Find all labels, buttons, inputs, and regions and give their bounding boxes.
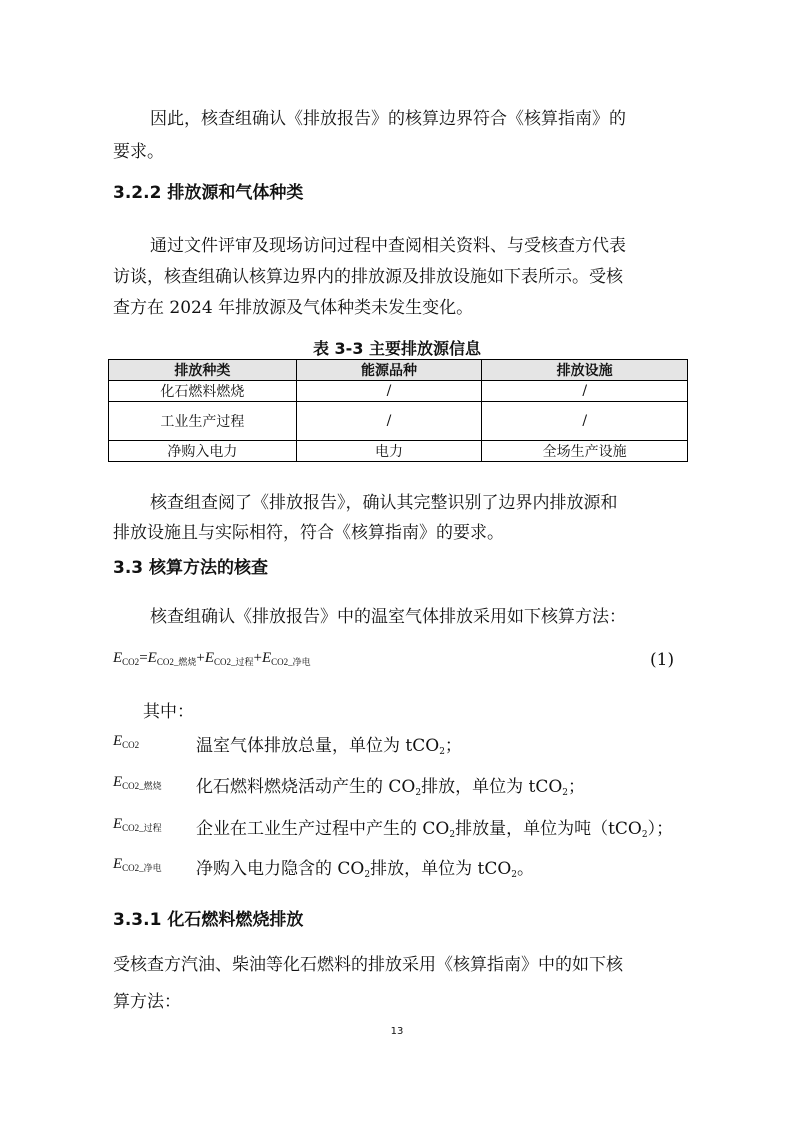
subscript: 2 xyxy=(415,788,422,798)
section-heading-3-2-2: 3.2.2 排放源和气体种类 xyxy=(113,183,304,203)
table-row xyxy=(109,441,688,462)
formula-subscript: CO2_燃烧 xyxy=(156,657,197,667)
formula-subscript: CO2_过程 xyxy=(122,823,162,833)
para3-line1: 核查组查阅了《排放报告》，确认其完整识别了边界内排放源和 xyxy=(150,493,618,513)
definition-symbol xyxy=(113,816,162,834)
formula-operator: + xyxy=(253,650,262,666)
table-header-cell: 排放种类 xyxy=(109,360,297,381)
emission-formula xyxy=(113,650,311,668)
table-cell: 化石燃料燃烧 xyxy=(109,381,297,402)
table-header-row xyxy=(109,360,688,381)
where-label: 其中： xyxy=(143,702,194,722)
section-heading-3-3: 3.3 核算方法的核查 xyxy=(113,558,269,578)
formula-symbol: E xyxy=(113,856,123,872)
formula-subscript: CO2_燃烧 xyxy=(122,781,162,791)
formula-subscript: CO2 xyxy=(122,657,140,667)
table-cell: 工业生产过程 xyxy=(109,402,297,441)
formula-subscript: CO2_净电 xyxy=(271,657,311,667)
definition-text-part: 。 xyxy=(517,859,535,879)
definition-text-part: 企业在工业生产过程中产生的 CO xyxy=(196,819,450,839)
formula-symbol: E xyxy=(113,733,123,749)
para1-line1: 因此，核查组确认《排放报告》的核算边界符合《核算指南》的 xyxy=(150,109,626,129)
subscript: 2 xyxy=(449,830,456,840)
formula-subscript: CO2_过程 xyxy=(213,657,254,667)
table-cell: / xyxy=(296,381,482,402)
para5-line1: 受核查方汽油、柴油等化石燃料的排放采用《核算指南》中的如下核 xyxy=(113,955,623,975)
definition-text-part: ； xyxy=(568,777,586,797)
definition-text-part: 排放，单位为 tCO xyxy=(421,777,563,797)
table-cell: 电力 xyxy=(296,441,482,462)
formula-subscript: CO2_净电 xyxy=(122,863,162,873)
definition-symbol xyxy=(113,856,162,874)
subscript: 2 xyxy=(641,830,648,840)
emission-source-table xyxy=(108,359,688,462)
definition-symbol xyxy=(113,733,139,750)
page-number: 13 xyxy=(390,1026,404,1037)
formula-symbol: E xyxy=(113,816,123,832)
para4: 核查组确认《排放报告》中的温室气体排放采用如下核算方法： xyxy=(150,607,626,627)
table-row xyxy=(109,381,688,402)
para5-line2: 算方法： xyxy=(113,992,181,1012)
formula-symbol: E xyxy=(261,650,272,666)
para2-line2: 访谈，核查组确认核算边界内的排放源及排放设施如下表所示。受核 xyxy=(113,267,623,287)
table-caption: 表 3-3 主要排放源信息 xyxy=(312,339,482,358)
subscript: 2 xyxy=(439,747,445,757)
table-cell: 全场生产设施 xyxy=(482,441,688,462)
definition-text-part: 排放，单位为 tCO xyxy=(370,859,512,879)
formula-operator: = xyxy=(139,650,148,666)
section-heading-3-3-1: 3.3.1 化石燃料燃烧排放 xyxy=(113,910,304,930)
table-header-cell: 能源品种 xyxy=(296,360,482,381)
definition-symbol xyxy=(113,774,162,792)
formula-symbol: E xyxy=(204,650,214,666)
table-header-cell: 排放设施 xyxy=(482,360,688,381)
table-row xyxy=(109,402,688,441)
formula-operator: + xyxy=(196,650,205,666)
table-cell: / xyxy=(296,402,482,441)
definition-text-part: ； xyxy=(444,736,462,756)
formula-symbol: E xyxy=(147,650,157,666)
table-cell: 净购入电力 xyxy=(109,441,297,462)
formula-symbol: E xyxy=(113,650,123,666)
definition-text-part: 化石燃料燃烧活动产生的 CO xyxy=(196,777,416,797)
formula-subscript: CO2 xyxy=(122,740,140,750)
table-cell: / xyxy=(482,402,688,441)
para3-line2: 排放设施且与实际相符，符合《核算指南》的要求。 xyxy=(113,523,504,543)
definition-text-part: 温室气体排放总量，单位为 tCO xyxy=(196,736,440,756)
para1-line2: 要求。 xyxy=(113,142,164,162)
table-cell: / xyxy=(482,381,688,402)
para2-line3: 查方在 2024 年排放源及气体种类未发生变化。 xyxy=(113,298,474,318)
definition-text-part: 排放量，单位为吨（tCO xyxy=(455,819,642,839)
definition-text xyxy=(196,731,462,757)
subscript: 2 xyxy=(511,870,518,880)
subscript: 2 xyxy=(364,870,371,880)
definition-text xyxy=(196,772,585,798)
definition-text-part: ）； xyxy=(647,819,674,839)
para2-line1: 通过文件评审及现场访问过程中查阅相关资料、与受核查方代表 xyxy=(150,236,626,256)
definition-text xyxy=(196,814,673,840)
subscript: 2 xyxy=(562,788,569,798)
formula-symbol: E xyxy=(113,774,123,790)
formula-number: (1) xyxy=(650,650,675,670)
definition-text-part: 净购入电力隐含的 CO xyxy=(196,859,365,879)
definition-text xyxy=(196,854,534,880)
